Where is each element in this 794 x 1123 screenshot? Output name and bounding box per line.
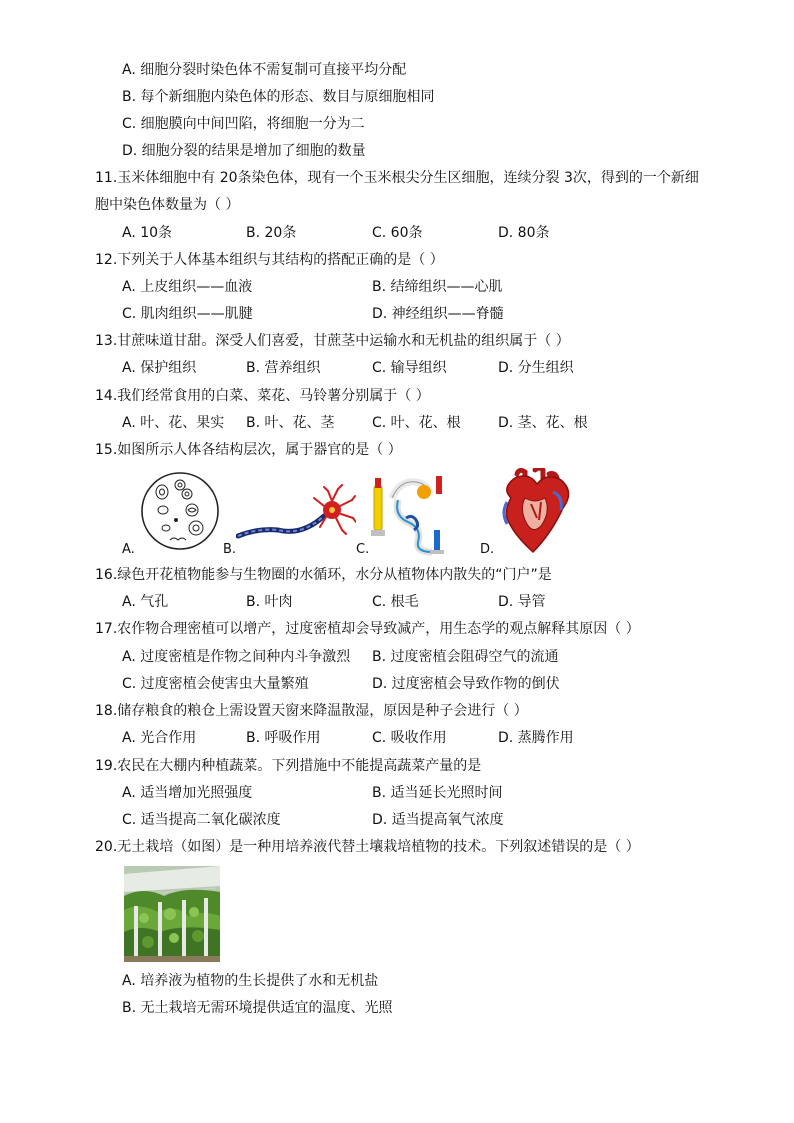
q17-option-a: A. 过度密植是作物之间种内斗争激烈	[122, 649, 351, 665]
q18-option-a: A. 光合作用	[122, 730, 197, 746]
q19-option-b: B. 适当延长光照时间	[372, 785, 503, 801]
q18-option-b: B. 呼吸作用	[246, 730, 321, 746]
q19-option-c: C. 适当提高二氧化碳浓度	[122, 812, 281, 828]
q20-option-b: B. 无土栽培无需环境提供适宜的温度、光照	[122, 1000, 393, 1016]
figure-c-system	[368, 472, 458, 556]
figure-d-heart	[495, 468, 575, 556]
q13-option-b: B. 营养组织	[246, 360, 321, 376]
q14-stem: 14.我们经常食用的白菜、菜花、马铃薯分别属于（ ）	[95, 388, 430, 404]
q10-option-a: A. 细胞分裂时染色体不需复制可直接平均分配	[122, 62, 407, 78]
q15-option-c: C.	[356, 542, 370, 557]
q15-option-b: B.	[223, 542, 237, 557]
q13-stem: 13.甘蔗味道甘甜。深受人们喜爱，甘蔗茎中运输水和无机盐的组织属于（ ）	[95, 333, 570, 349]
q19-stem: 19.农民在大棚内种植蔬菜。下列措施中不能提高蔬菜产量的是	[95, 758, 482, 774]
figure-b-neuron	[236, 484, 356, 552]
figure-a-cells	[140, 470, 220, 552]
q14-option-b: B. 叶、花、茎	[246, 415, 335, 431]
q16-option-b: B. 叶肉	[246, 594, 293, 610]
q11-stem-line1: 11.玉米体细胞中有 20条染色体，现有一个玉米根尖分生区细胞，连续分裂 3次，得到的一个新细	[95, 170, 699, 186]
q18-stem: 18.储存粮食的粮仓上需设置天窗来降温散湿，原因是种子会进行（ ）	[95, 703, 528, 719]
q20-stem: 20.无土栽培（如图）是一种用培养液代替土壤栽培植物的技术。下列叙述错误的是（ ）	[95, 839, 640, 855]
q16-option-a: A. 气孔	[122, 594, 169, 610]
q14-option-c: C. 叶、花、根	[372, 415, 461, 431]
q14-option-d: D. 茎、花、根	[498, 415, 588, 431]
q11-stem-line2: 胞中染色体数量为（ ）	[95, 197, 240, 213]
q17-option-c: C. 过度密植会使害虫大量繁殖	[122, 676, 309, 692]
q16-option-c: C. 根毛	[372, 594, 419, 610]
q18-option-d: D. 蒸腾作用	[498, 730, 574, 746]
q17-option-d: D. 过度密植会导致作物的倒伏	[372, 676, 560, 692]
figure-hydroponic-photo	[124, 866, 220, 962]
q11-option-a: A. 10条	[122, 225, 173, 241]
q10-option-c: C. 细胞膜向中间凹陷，将细胞一分为二	[122, 116, 365, 132]
q13-option-a: A. 保护组织	[122, 360, 197, 376]
q16-option-d: D. 导管	[498, 594, 546, 610]
q12-option-c: C. 肌肉组织——肌腱	[122, 306, 253, 322]
q13-option-d: D. 分生组织	[498, 360, 574, 376]
q10-option-d: D. 细胞分裂的结果是增加了细胞的数量	[122, 143, 366, 159]
q15-stem: 15.如图所示人体各结构层次，属于器官的是（ ）	[95, 442, 402, 458]
q11-option-c: C. 60条	[372, 225, 423, 241]
q12-stem: 12.下列关于人体基本组织与其结构的搭配正确的是（ ）	[95, 252, 444, 268]
q11-option-b: B. 20条	[246, 225, 297, 241]
q16-stem: 16.绿色开花植物能参与生物圈的水循环，水分从植物体内散失的“门户”是	[95, 567, 552, 583]
q14-option-a: A. 叶、花、果实	[122, 415, 225, 431]
q19-option-d: D. 适当提高氧气浓度	[372, 812, 504, 828]
q12-option-d: D. 神经组织——脊髓	[372, 306, 504, 322]
q10-option-b: B. 每个新细胞内染色体的形态、数目与原细胞相同	[122, 89, 435, 105]
q13-option-c: C. 输导组织	[372, 360, 447, 376]
q11-option-d: D. 80条	[498, 225, 550, 241]
q17-option-b: B. 过度密植会阻碍空气的流通	[372, 649, 559, 665]
q19-option-a: A. 适当增加光照强度	[122, 785, 253, 801]
q17-stem: 17.农作物合理密植可以增产，过度密植却会导致减产，用生态学的观点解释其原因（ ）	[95, 621, 640, 637]
q18-option-c: C. 吸收作用	[372, 730, 447, 746]
q15-option-d: D.	[480, 542, 495, 557]
q20-option-a: A. 培养液为植物的生长提供了水和无机盐	[122, 973, 379, 989]
q12-option-a: A. 上皮组织——血液	[122, 279, 253, 295]
q15-option-a: A.	[122, 542, 135, 557]
q12-option-b: B. 结缔组织——心肌	[372, 279, 503, 295]
